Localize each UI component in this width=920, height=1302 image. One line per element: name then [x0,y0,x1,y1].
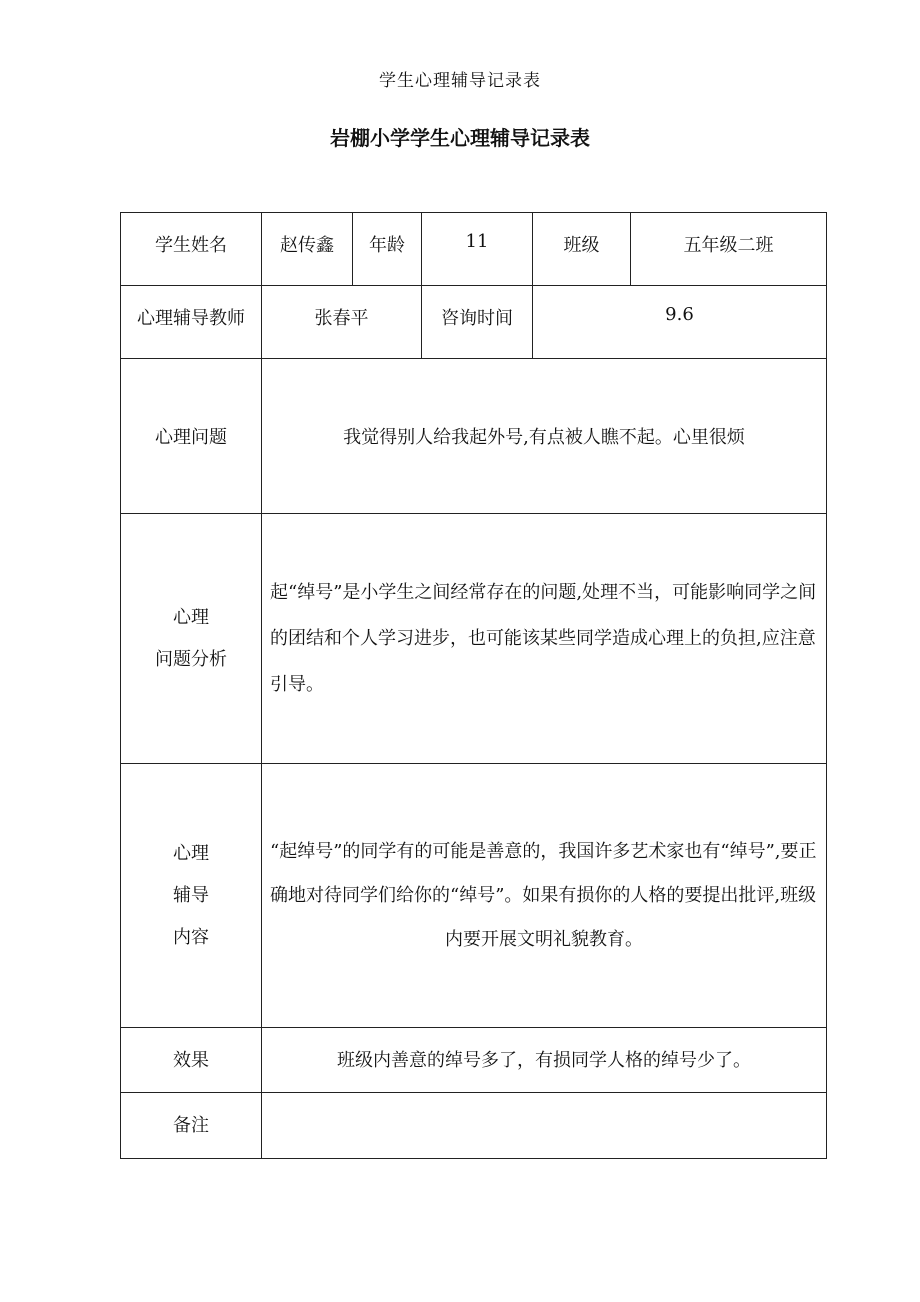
guidance-text-cell [262,764,827,1028]
teacher-value: 张春平 [262,286,422,359]
analysis-label [121,514,262,764]
guidance-text: “起绰号”的同学有的可能是善意的，我国许多艺术家也有“绰号”,要正确地对待同学们给你的“绰号”。如果有损你的人格的要提出批评,班级 [270,840,817,906]
analysis-text: 起“绰号”是小学生之间经常存在的问题,处理不当，可能影响同学之间的团结和个人学习进步，也可能该某些同学造成心理上的负担,应注意引导。 [270,581,817,695]
row-effect [121,1028,827,1093]
guidance-label-line3: 内容 [173,926,209,948]
teacher-label: 心理辅导教师 [121,286,262,359]
remarks-label: 备注 [121,1093,262,1159]
class-label: 班级 [533,213,631,286]
row-teacher-info [121,286,827,359]
row-student-info [121,213,827,286]
effect-label: 效果 [121,1028,262,1093]
class-value: 五年级二班 [631,213,827,286]
remarks-text [262,1093,827,1159]
document-title: 岩棚小学学生心理辅导记录表 [330,126,590,150]
row-problem [121,359,827,514]
age-value: 11 [422,213,533,286]
row-analysis [121,514,827,764]
analysis-label-line2: 问题分析 [155,648,227,670]
guidance-text-line2: 内要开展文明礼貌教育。 [445,928,643,950]
effect-text: 班级内善意的绰号多了，有损同学人格的绰号少了。 [262,1028,827,1093]
analysis-label-line1: 心理 [173,606,209,628]
problem-text: 我觉得别人给我起外号,有点被人瞧不起。心里很烦 [262,359,827,514]
guidance-label [121,764,262,1028]
row-remarks [121,1093,827,1159]
guidance-label-line2: 辅导 [173,884,209,906]
page-header: 学生心理辅导记录表 [379,71,541,91]
age-label: 年龄 [353,213,422,286]
counseling-record-table [120,212,827,1159]
row-guidance [121,764,827,1028]
consult-time-label: 咨询时间 [422,286,533,359]
consult-time-value: 9.6 [533,286,827,359]
guidance-label-line1: 心理 [173,842,209,864]
problem-label: 心理问题 [121,359,262,514]
student-name-value: 赵传鑫 [262,213,353,286]
analysis-text-cell [262,514,827,764]
student-name-label: 学生姓名 [121,213,262,286]
